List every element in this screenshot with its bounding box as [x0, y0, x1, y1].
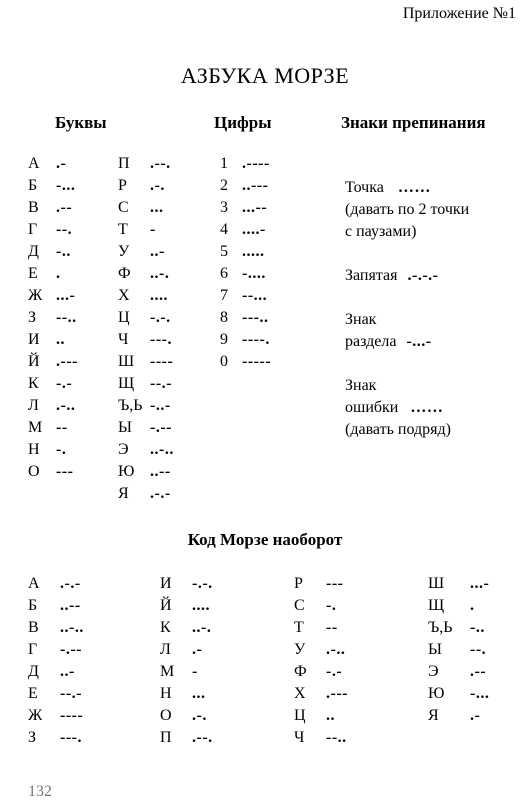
morse-row: [118, 483, 174, 505]
morse-row: [28, 307, 78, 329]
appendix-label: Приложение №1: [402, 5, 516, 22]
morse-row: [160, 661, 213, 683]
section-row: [345, 331, 469, 353]
morse-row: [294, 617, 348, 639]
morse-row: [160, 683, 213, 705]
morse-row: [28, 573, 84, 595]
morse-code: .-: [470, 707, 481, 724]
morse-symbol: А: [28, 575, 40, 592]
morse-code: .---: [56, 353, 78, 370]
morse-row: [428, 639, 489, 661]
section-label-1: Знак: [345, 311, 377, 328]
morse-row: [160, 639, 213, 661]
morse-code: ---: [56, 463, 74, 480]
morse-row: [28, 417, 78, 439]
morse-symbol: Е: [28, 265, 38, 282]
morse-code: ...-: [56, 287, 76, 304]
page-title: АЗБУКА МОРЗЕ: [180, 63, 350, 88]
morse-code: ---.: [60, 729, 82, 746]
morse-code: .....: [242, 243, 265, 260]
morse-row: [118, 241, 174, 263]
morse-code: .--.: [150, 155, 171, 172]
morse-symbol: Ю: [118, 463, 135, 480]
morse-symbol: И: [160, 575, 172, 592]
morse-code: -...: [470, 685, 490, 702]
morse-row: [160, 573, 213, 595]
morse-symbol: Щ: [428, 597, 445, 614]
morse-row: [118, 329, 174, 351]
letters-heading: Буквы: [55, 113, 107, 132]
letters-column-2: [118, 153, 174, 505]
morse-code: ---..: [242, 309, 269, 326]
morse-code: -.--: [150, 419, 172, 436]
error-label-1: Знак: [345, 377, 377, 394]
morse-code: .--.: [192, 729, 213, 746]
morse-symbol: Ф: [118, 265, 131, 282]
morse-row: [28, 595, 84, 617]
reverse-column-4: [428, 573, 489, 727]
morse-symbol: П: [118, 155, 130, 172]
morse-row: [118, 175, 174, 197]
morse-code: -..: [470, 619, 485, 636]
morse-code: --.-: [150, 375, 172, 392]
morse-code: ----: [60, 707, 84, 724]
morse-code: .---: [326, 685, 348, 702]
morse-symbol: З: [28, 309, 37, 326]
error-row: [345, 397, 469, 419]
morse-symbol: В: [28, 619, 39, 636]
morse-row: [294, 727, 348, 749]
morse-row: [118, 197, 174, 219]
morse-code: -.-: [326, 663, 343, 680]
morse-row: [28, 351, 78, 373]
morse-row: [28, 639, 84, 661]
morse-symbol: Ф: [294, 663, 307, 680]
morse-symbol: А: [28, 155, 40, 172]
morse-symbol: Л: [160, 641, 171, 658]
morse-code: -: [192, 663, 198, 680]
morse-symbol: Х: [294, 685, 306, 702]
morse-symbol: Ю: [428, 685, 445, 702]
letters-column-1: [28, 153, 78, 483]
morse-symbol: Ы: [428, 641, 442, 658]
morse-row: [220, 153, 271, 175]
morse-row: [220, 197, 271, 219]
morse-symbol: Б: [28, 597, 38, 614]
morse-code: ...--: [242, 199, 268, 216]
morse-code: -.-.: [192, 575, 213, 592]
morse-symbol: Б: [28, 177, 38, 194]
morse-code: -...: [56, 177, 76, 194]
morse-code: ..-..: [60, 619, 84, 636]
morse-row: [118, 219, 174, 241]
morse-symbol: О: [160, 707, 172, 724]
morse-code: ...: [192, 685, 206, 702]
section-code: -...-: [406, 333, 432, 350]
morse-code: -----: [242, 353, 272, 370]
morse-row: [294, 573, 348, 595]
morse-symbol: Ъ,Ь: [428, 619, 453, 636]
morse-symbol: 1: [220, 155, 228, 172]
morse-code: ....-: [242, 221, 266, 238]
morse-symbol: 9: [220, 331, 228, 348]
morse-row: [428, 595, 489, 617]
morse-code: ..-: [60, 663, 75, 680]
morse-row: [28, 219, 78, 241]
morse-code: ..--: [60, 597, 81, 614]
digits-column: [220, 153, 271, 373]
morse-symbol: 5: [220, 243, 228, 260]
morse-code: .: [56, 265, 61, 282]
morse-symbol: У: [294, 641, 306, 658]
morse-symbol: 3: [220, 199, 228, 216]
morse-symbol: Ц: [118, 309, 130, 326]
morse-code: -.--: [60, 641, 82, 658]
morse-code: ----.: [242, 331, 270, 348]
morse-row: [118, 439, 174, 461]
morse-symbol: Э: [118, 441, 129, 458]
morse-symbol: Т: [294, 619, 304, 636]
morse-code: -.-.: [150, 309, 171, 326]
morse-row: [428, 705, 489, 727]
morse-row: [28, 263, 78, 285]
morse-row: [220, 263, 271, 285]
morse-code: -.-: [56, 375, 73, 392]
morse-symbol: З: [28, 729, 37, 746]
morse-code: --.: [470, 641, 487, 658]
comma-label: Запятая: [345, 267, 398, 284]
morse-symbol: О: [28, 463, 40, 480]
morse-code: --: [56, 419, 68, 436]
morse-symbol: Э: [428, 663, 439, 680]
morse-code: .-..: [56, 397, 76, 414]
morse-code: ..-.: [192, 619, 212, 636]
morse-code: .-.-: [60, 575, 81, 592]
morse-symbol: К: [160, 619, 171, 636]
morse-symbol: Ц: [294, 707, 306, 724]
morse-row: [28, 175, 78, 197]
morse-symbol: Ч: [294, 729, 305, 746]
comma-code: .-.-.-: [407, 267, 439, 284]
digits-heading: Цифры: [214, 113, 272, 132]
morse-code: -..-: [150, 397, 171, 414]
morse-symbol: Н: [160, 685, 172, 702]
morse-code: .--: [470, 663, 487, 680]
morse-symbol: 8: [220, 309, 228, 326]
comma-row: [345, 265, 469, 287]
morse-row: [28, 683, 84, 705]
morse-row: [428, 661, 489, 683]
morse-code: ....: [192, 597, 210, 614]
morse-code: ..: [326, 707, 335, 724]
morse-row: [220, 241, 271, 263]
morse-symbol: 6: [220, 265, 228, 282]
morse-symbol: Ж: [28, 707, 43, 724]
morse-row: [428, 573, 489, 595]
morse-code: .-..: [326, 641, 346, 658]
reverse-column-2: [160, 573, 213, 749]
morse-symbol: Л: [28, 397, 39, 414]
morse-code: -....: [242, 265, 266, 282]
morse-row: [28, 197, 78, 219]
morse-code: ---.: [150, 331, 172, 348]
morse-code: .: [470, 597, 475, 614]
morse-code: ....: [150, 287, 168, 304]
morse-code: --...: [242, 287, 268, 304]
morse-row: [220, 285, 271, 307]
reverse-title: Код Морзе наоборот: [187, 530, 343, 549]
morse-row: [28, 395, 78, 417]
morse-row: [28, 617, 84, 639]
morse-code: .-.: [150, 177, 165, 194]
morse-symbol: Ж: [28, 287, 43, 304]
morse-symbol: Ш: [118, 353, 135, 370]
morse-symbol: И: [28, 331, 40, 348]
error-note: (давать подряд): [345, 421, 451, 438]
error-code: ……: [410, 399, 444, 416]
morse-row: [28, 285, 78, 307]
page-number: 132: [28, 783, 52, 800]
morse-code: ..-.: [150, 265, 170, 282]
morse-symbol: Я: [428, 707, 439, 724]
morse-row: [28, 727, 84, 749]
morse-row: [118, 285, 174, 307]
morse-row: [220, 219, 271, 241]
morse-symbol: Ч: [118, 331, 129, 348]
morse-code: ..-: [150, 243, 165, 260]
morse-code: ...-: [470, 575, 490, 592]
morse-code: .-: [56, 155, 67, 172]
morse-symbol: Д: [28, 663, 39, 680]
morse-symbol: 7: [220, 287, 228, 304]
morse-code: -.: [326, 597, 337, 614]
morse-symbol: 0: [220, 353, 228, 370]
morse-symbol: Г: [28, 641, 38, 658]
morse-row: [118, 307, 174, 329]
morse-code: ---: [326, 575, 344, 592]
morse-code: .----: [242, 155, 270, 172]
morse-row: [160, 595, 213, 617]
morse-code: ..: [56, 331, 65, 348]
morse-symbol: Ш: [428, 575, 445, 592]
morse-row: [160, 705, 213, 727]
morse-row: [294, 595, 348, 617]
section-label-2: раздела: [345, 333, 397, 350]
dot-code: ……: [397, 179, 431, 196]
morse-symbol: Й: [28, 353, 40, 370]
dot-row: [345, 177, 469, 199]
morse-row: [28, 461, 78, 483]
morse-row: [118, 351, 174, 373]
morse-symbol: 2: [220, 177, 228, 194]
morse-row: [118, 373, 174, 395]
morse-symbol: С: [294, 597, 305, 614]
morse-row: [294, 639, 348, 661]
morse-row: [428, 617, 489, 639]
morse-symbol: Й: [160, 597, 172, 614]
morse-symbol: Г: [28, 221, 38, 238]
morse-code: .-: [192, 641, 203, 658]
morse-code: --.-: [60, 685, 82, 702]
morse-code: .-.-: [150, 485, 171, 502]
morse-symbol: Н: [28, 441, 40, 458]
morse-row: [118, 263, 174, 285]
punctuation-block: [345, 177, 469, 441]
morse-row: [28, 661, 84, 683]
morse-symbol: Ъ,Ь: [118, 397, 143, 414]
morse-row: [220, 351, 271, 373]
morse-symbol: М: [28, 419, 43, 436]
morse-symbol: Х: [118, 287, 130, 304]
morse-code: --..: [56, 309, 77, 326]
morse-row: [118, 395, 174, 417]
morse-symbol: В: [28, 199, 39, 216]
morse-row: [294, 661, 348, 683]
morse-code: -.: [56, 441, 67, 458]
morse-symbol: М: [160, 663, 175, 680]
reverse-column-1: [28, 573, 84, 749]
morse-symbol: Р: [118, 177, 127, 194]
dot-label: Точка: [345, 179, 384, 196]
morse-row: [160, 617, 213, 639]
morse-row: [160, 727, 213, 749]
morse-symbol: У: [118, 243, 130, 260]
morse-row: [28, 439, 78, 461]
morse-row: [118, 153, 174, 175]
morse-row: [220, 329, 271, 351]
morse-row: [294, 705, 348, 727]
morse-row: [28, 705, 84, 727]
punctuation-heading: Знаки препинания: [341, 113, 486, 132]
morse-code: -..: [56, 243, 71, 260]
morse-code: .--: [56, 199, 73, 216]
morse-code: ..-..: [150, 441, 174, 458]
morse-row: [28, 153, 78, 175]
morse-code: ----: [150, 353, 174, 370]
morse-symbol: К: [28, 375, 39, 392]
morse-row: [220, 175, 271, 197]
morse-symbol: Ы: [118, 419, 132, 436]
morse-code: ..--: [150, 463, 171, 480]
morse-row: [294, 683, 348, 705]
morse-symbol: Д: [28, 243, 39, 260]
morse-symbol: П: [160, 729, 172, 746]
morse-row: [28, 329, 78, 351]
morse-row: [28, 373, 78, 395]
morse-symbol: Р: [294, 575, 303, 592]
error-label-2: ошибки: [345, 399, 399, 416]
morse-symbol: 4: [220, 221, 228, 238]
morse-code: --: [326, 619, 338, 636]
morse-code: --.: [56, 221, 73, 238]
morse-code: --..: [326, 729, 347, 746]
morse-symbol: Щ: [118, 375, 135, 392]
morse-code: .-.: [192, 707, 207, 724]
morse-symbol: Я: [118, 485, 129, 502]
morse-code: ..---: [242, 177, 269, 194]
morse-row: [28, 241, 78, 263]
morse-symbol: С: [118, 199, 129, 216]
dot-note-2: с паузами): [345, 223, 417, 240]
morse-row: [118, 417, 174, 439]
morse-row: [118, 461, 174, 483]
reverse-column-3: [294, 573, 348, 749]
morse-code: -: [150, 221, 156, 238]
dot-note-1: (давать по 2 точки: [345, 201, 470, 218]
morse-symbol: Т: [118, 221, 128, 238]
morse-row: [220, 307, 271, 329]
morse-row: [428, 683, 489, 705]
morse-code: ...: [150, 199, 164, 216]
morse-symbol: Е: [28, 685, 38, 702]
